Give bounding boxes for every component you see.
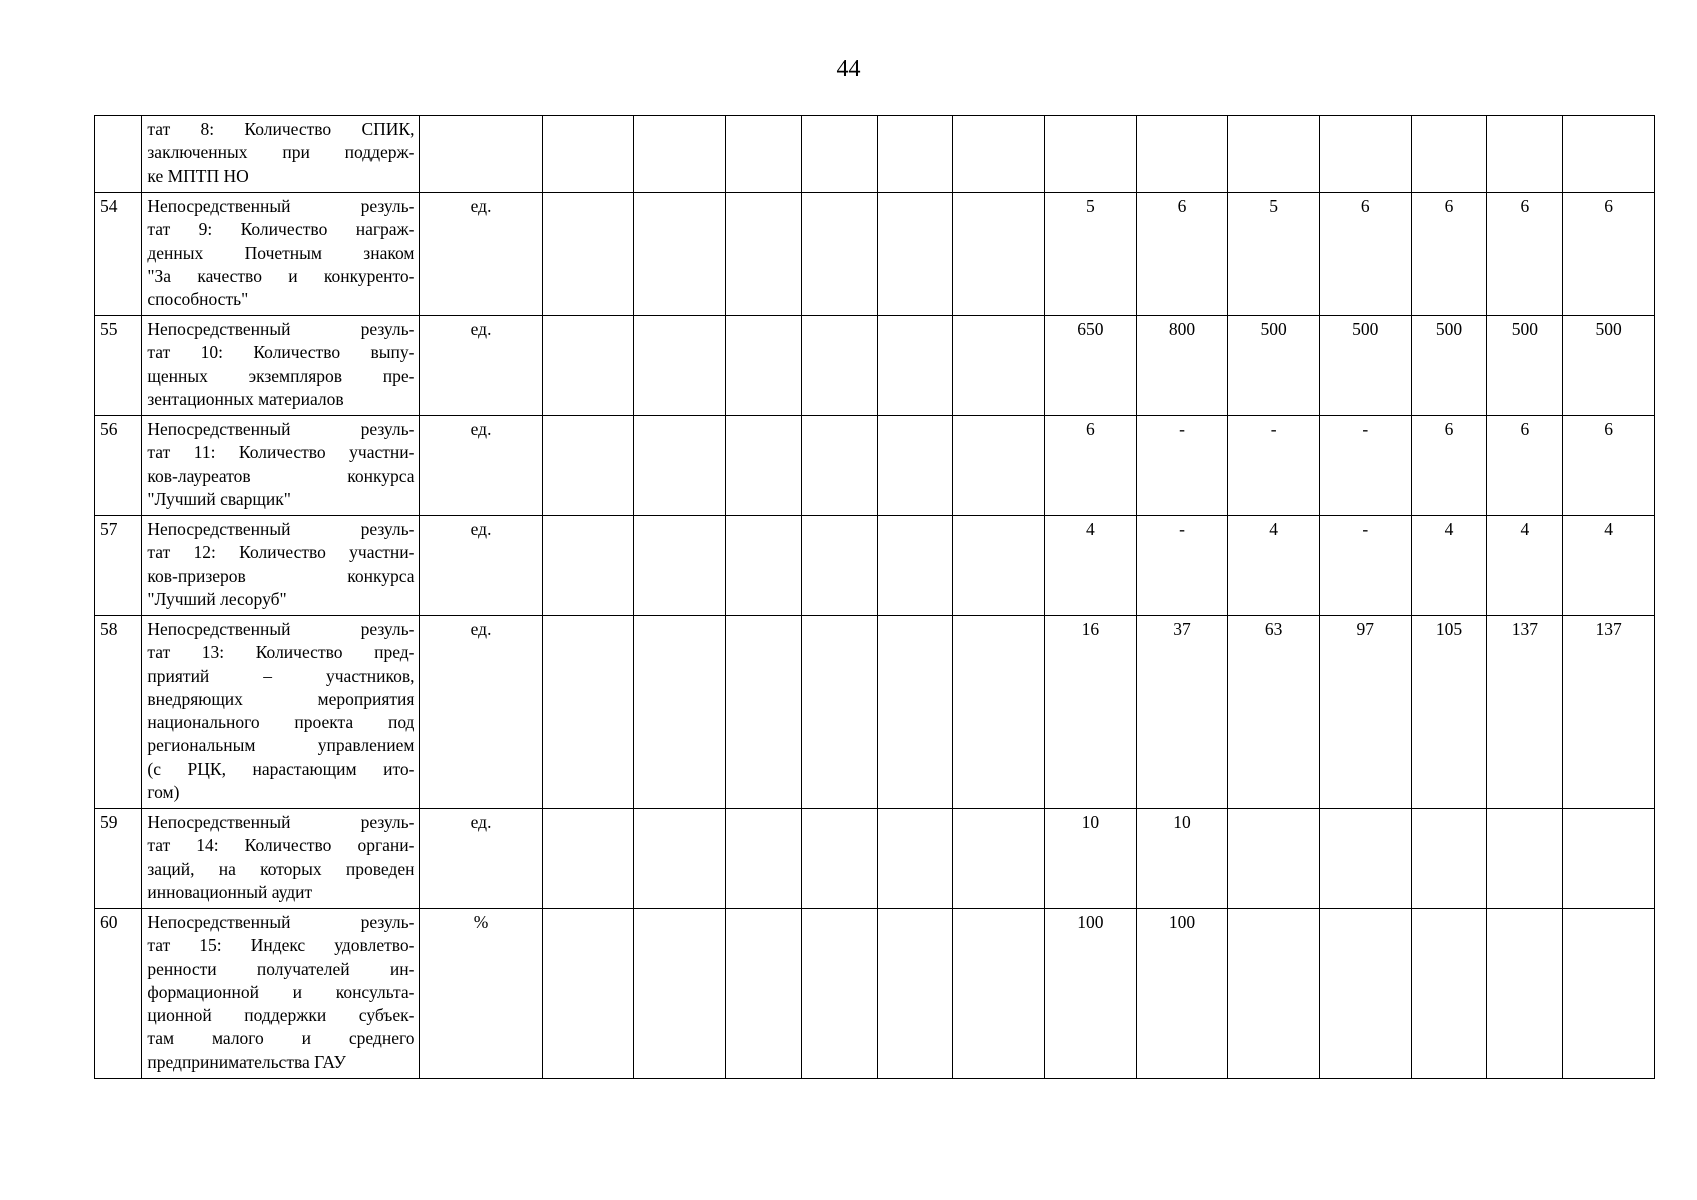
value-cell: - (1319, 416, 1411, 516)
indicator-description-cell (142, 116, 420, 193)
table-row (95, 316, 1655, 416)
value-cell (1319, 809, 1411, 909)
value-cell (953, 316, 1045, 416)
unit-cell: ед. (420, 316, 542, 416)
description-line: приятий – участников, (147, 665, 415, 686)
value-cell (1487, 909, 1563, 1079)
description-line: региональным управлением (147, 735, 415, 756)
value-cell: 4 (1228, 516, 1320, 616)
description-line: (с РЦК, нарастающим ито- (147, 758, 415, 779)
value-cell (542, 809, 634, 909)
description-line: тат 12: Количество участни- (147, 542, 415, 563)
value-cell (1228, 809, 1320, 909)
description-line: внедряющих мероприятия (147, 688, 415, 709)
value-cell (542, 909, 634, 1079)
value-cell (542, 616, 634, 809)
description-line: тат 13: Количество пред- (147, 642, 415, 663)
row-number-cell: 60 (95, 909, 142, 1079)
value-cell: 800 (1136, 316, 1228, 416)
value-cell: 500 (1563, 316, 1655, 416)
description-line: Непосредственный резуль- (147, 419, 415, 439)
value-cell (634, 909, 726, 1079)
value-cell: 6 (1563, 193, 1655, 316)
value-cell (634, 316, 726, 416)
value-cell (877, 416, 953, 516)
value-cell: 6 (1487, 193, 1563, 316)
value-cell (725, 516, 801, 616)
value-cell (801, 193, 877, 316)
value-cell (877, 909, 953, 1079)
unit-cell: ед. (420, 416, 542, 516)
description-line: ционной поддержки субъек- (147, 1005, 415, 1026)
row-number-cell (95, 116, 142, 193)
value-cell: - (1136, 516, 1228, 616)
value-cell (725, 193, 801, 316)
value-cell: 500 (1228, 316, 1320, 416)
description-line: ке МПТП НО (147, 165, 249, 186)
page-number: 44 (836, 56, 861, 82)
description-line: денных Почетным знаком (147, 242, 415, 263)
value-cell: 4 (1487, 516, 1563, 616)
value-cell (1045, 116, 1137, 193)
description-line: щенных экземпляров пре- (147, 365, 415, 386)
value-cell: 16 (1045, 616, 1137, 809)
value-cell (542, 116, 634, 193)
description-line: инновационный аудит (147, 881, 313, 902)
value-cell (542, 516, 634, 616)
value-cell (877, 193, 953, 316)
table-row (95, 616, 1655, 809)
value-cell (1319, 116, 1411, 193)
unit-cell: ед. (420, 809, 542, 909)
description-line: заключенных при поддерж- (147, 142, 415, 163)
unit-cell (420, 116, 542, 193)
table-row (95, 516, 1655, 616)
value-cell: 650 (1045, 316, 1137, 416)
value-cell (725, 316, 801, 416)
value-cell: 97 (1319, 616, 1411, 809)
value-cell: 6 (1411, 416, 1487, 516)
indicator-description-cell (142, 193, 420, 316)
description-line: предпринимательства ГАУ (147, 1051, 346, 1072)
value-cell (877, 516, 953, 616)
value-cell (725, 809, 801, 909)
value-cell (725, 116, 801, 193)
description-line: Непосредственный резуль- (147, 519, 415, 539)
table-row (95, 416, 1655, 516)
table-row (95, 193, 1655, 316)
value-cell (634, 616, 726, 809)
description-line: там малого и среднего (147, 1028, 415, 1049)
unit-cell: % (420, 909, 542, 1079)
value-cell: 63 (1228, 616, 1320, 809)
value-cell: 6 (1136, 193, 1228, 316)
description-line: зентационных материалов (147, 388, 344, 409)
row-number-cell: 59 (95, 809, 142, 909)
data-table (94, 115, 1655, 1079)
description-line: способность" (147, 289, 249, 310)
value-cell (801, 316, 877, 416)
description-line: Непосредственный резуль- (147, 812, 415, 832)
value-cell (953, 416, 1045, 516)
description-line: тат 8: Количество СПИК, (147, 119, 415, 139)
value-cell (725, 416, 801, 516)
value-cell (1563, 809, 1655, 909)
value-cell (801, 416, 877, 516)
row-number-cell: 55 (95, 316, 142, 416)
description-line: национального проекта под (147, 712, 415, 733)
description-line: заций, на которых проведен (147, 858, 415, 879)
description-line: Непосредственный резуль- (147, 912, 415, 932)
value-cell (634, 116, 726, 193)
value-cell (801, 616, 877, 809)
value-cell (634, 416, 726, 516)
value-cell (1411, 116, 1487, 193)
value-cell (542, 316, 634, 416)
value-cell: 100 (1136, 909, 1228, 1079)
indicator-description-cell (142, 516, 420, 616)
value-cell (1411, 909, 1487, 1079)
indicator-description-cell (142, 416, 420, 516)
value-cell: 500 (1411, 316, 1487, 416)
row-number-cell: 58 (95, 616, 142, 809)
value-cell: 100 (1045, 909, 1137, 1079)
value-cell: 6 (1411, 193, 1487, 316)
table-row (95, 909, 1655, 1079)
description-line: "За качество и конкуренто- (147, 265, 415, 286)
value-cell (953, 909, 1045, 1079)
indicator-description-cell (142, 909, 420, 1079)
value-cell: 6 (1045, 416, 1137, 516)
value-cell (634, 809, 726, 909)
value-cell: 5 (1228, 193, 1320, 316)
value-cell (1411, 809, 1487, 909)
description-line: ков-призеров конкурса (147, 565, 415, 586)
value-cell (1228, 116, 1320, 193)
value-cell: - (1228, 416, 1320, 516)
value-cell (953, 616, 1045, 809)
row-number-cell: 54 (95, 193, 142, 316)
value-cell (801, 516, 877, 616)
value-cell (801, 909, 877, 1079)
value-cell (877, 116, 953, 193)
row-number-cell: 57 (95, 516, 142, 616)
value-cell: 105 (1411, 616, 1487, 809)
indicator-description-cell (142, 809, 420, 909)
value-cell (725, 909, 801, 1079)
value-cell (1487, 809, 1563, 909)
value-cell (877, 616, 953, 809)
description-line: формационной и консульта- (147, 981, 415, 1002)
value-cell: - (1319, 516, 1411, 616)
value-cell (1487, 116, 1563, 193)
value-cell: 10 (1136, 809, 1228, 909)
row-number-cell: 56 (95, 416, 142, 516)
value-cell (953, 516, 1045, 616)
value-cell (634, 516, 726, 616)
value-cell (801, 809, 877, 909)
value-cell (725, 616, 801, 809)
description-line: тат 14: Количество органи- (147, 835, 415, 856)
value-cell: 4 (1563, 516, 1655, 616)
unit-cell: ед. (420, 516, 542, 616)
value-cell: 4 (1411, 516, 1487, 616)
value-cell (953, 116, 1045, 193)
description-line: Непосредственный резуль- (147, 619, 415, 639)
value-cell (1563, 116, 1655, 193)
description-line: тат 9: Количество награж- (147, 219, 415, 240)
value-cell: 137 (1563, 616, 1655, 809)
value-cell: 10 (1045, 809, 1137, 909)
value-cell: 137 (1487, 616, 1563, 809)
value-cell: 37 (1136, 616, 1228, 809)
description-line: "Лучший сварщик" (147, 488, 291, 509)
description-line: гом) (147, 782, 180, 803)
value-cell (801, 116, 877, 193)
table-row (95, 116, 1655, 193)
description-line: тат 11: Количество участни- (147, 442, 415, 463)
indicator-description-cell (142, 316, 420, 416)
value-cell (953, 809, 1045, 909)
value-cell (634, 193, 726, 316)
unit-cell: ед. (420, 193, 542, 316)
value-cell (877, 809, 953, 909)
value-cell: 5 (1045, 193, 1137, 316)
value-cell (877, 316, 953, 416)
unit-cell: ед. (420, 616, 542, 809)
table-row (95, 809, 1655, 909)
value-cell (542, 193, 634, 316)
value-cell (1136, 116, 1228, 193)
value-cell (542, 416, 634, 516)
description-line: ков-лауреатов конкурса (147, 465, 415, 486)
value-cell (1228, 909, 1320, 1079)
value-cell (1319, 909, 1411, 1079)
value-cell (953, 193, 1045, 316)
value-cell: 4 (1045, 516, 1137, 616)
indicator-description-cell (142, 616, 420, 809)
value-cell: 500 (1319, 316, 1411, 416)
value-cell: 500 (1487, 316, 1563, 416)
value-cell: 6 (1319, 193, 1411, 316)
description-line: ренности получателей ин- (147, 958, 415, 979)
value-cell: 6 (1563, 416, 1655, 516)
value-cell: 6 (1487, 416, 1563, 516)
description-line: тат 10: Количество выпу- (147, 342, 415, 363)
description-line: Непосредственный резуль- (147, 319, 415, 339)
value-cell (1563, 909, 1655, 1079)
value-cell: - (1136, 416, 1228, 516)
description-line: "Лучший лесоруб" (147, 588, 287, 609)
description-line: тат 15: Индекс удовлетво- (147, 935, 415, 956)
description-line: Непосредственный резуль- (147, 196, 415, 216)
